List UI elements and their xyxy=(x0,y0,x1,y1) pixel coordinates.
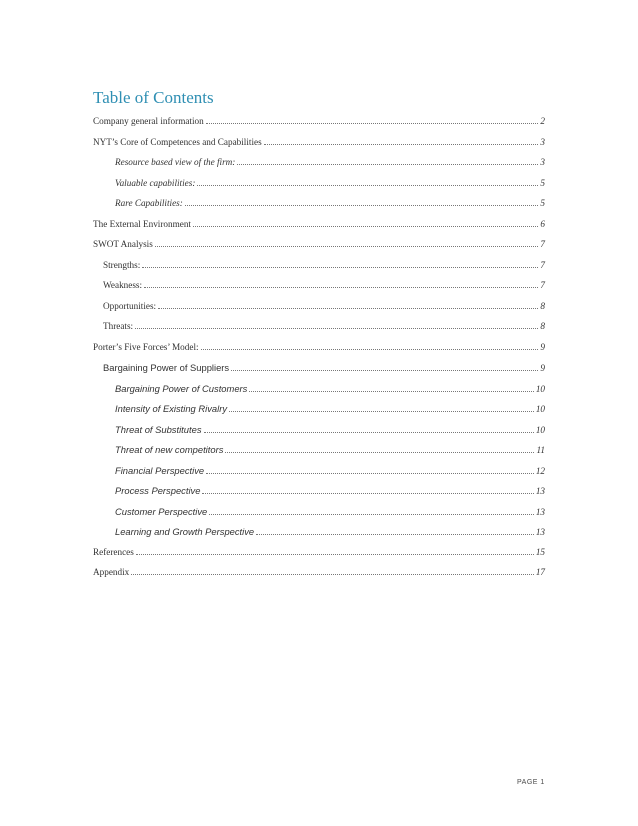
toc-entry-page: 7 xyxy=(540,280,545,290)
dot-leader xyxy=(197,185,538,186)
toc-entry-external-environment[interactable] xyxy=(93,219,545,240)
toc-entry-label: Porter’s Five Forces’ Model: xyxy=(93,341,199,352)
toc-entry-label: References xyxy=(93,546,134,557)
toc-entry-page: 3 xyxy=(540,136,545,147)
dot-leader xyxy=(144,287,538,288)
dot-leader xyxy=(264,144,539,145)
dot-leader xyxy=(193,226,538,227)
table-of-contents xyxy=(93,116,545,588)
toc-entry-page: 8 xyxy=(540,300,545,311)
toc-entry-label: SWOT Analysis xyxy=(93,239,153,249)
toc-entry-page: 13 xyxy=(535,486,545,496)
dot-leader xyxy=(131,574,534,575)
toc-entry-references[interactable] xyxy=(93,547,545,568)
toc-entry-page: 9 xyxy=(540,363,545,373)
dot-leader xyxy=(256,534,534,535)
toc-entry-page: 10 xyxy=(535,404,545,414)
toc-entry-appendix[interactable] xyxy=(93,567,545,588)
toc-entry-page: 15 xyxy=(535,546,545,557)
toc-entry-label: Threat of Substitutes xyxy=(115,423,202,435)
toc-entry-label: Company general information xyxy=(93,116,204,126)
toc-entry-core-competences[interactable] xyxy=(93,137,545,158)
dot-leader xyxy=(185,205,539,206)
toc-entry-page: 6 xyxy=(540,218,545,229)
toc-entry-company-general-information[interactable] xyxy=(93,116,545,137)
toc-entry-weakness[interactable] xyxy=(93,280,545,301)
toc-entry-valuable-capabilities[interactable] xyxy=(93,178,545,199)
dot-leader xyxy=(249,391,533,392)
toc-entry-page: 13 xyxy=(535,506,545,517)
toc-entry-swot-analysis[interactable] xyxy=(93,239,545,260)
toc-entry-label: Opportunities: xyxy=(103,300,157,311)
dot-leader xyxy=(204,432,534,433)
toc-entry-label: Appendix xyxy=(93,567,130,577)
toc-entry-opportunities[interactable] xyxy=(93,301,545,322)
toc-entry-learning-growth-perspective[interactable] xyxy=(93,526,545,547)
toc-entry-label: NYT’s Core of Competences and Capabilities xyxy=(93,136,262,147)
toc-entry-page: 3 xyxy=(540,157,545,167)
toc-entry-page: 10 xyxy=(535,383,545,394)
toc-entry-bargaining-power-customers[interactable] xyxy=(93,383,545,404)
toc-entry-label: Valuable capabilities: xyxy=(115,177,196,188)
toc-entry-strengths[interactable] xyxy=(93,260,545,281)
toc-entry-label: Customer Perspective xyxy=(115,505,208,517)
toc-entry-financial-perspective[interactable] xyxy=(93,465,545,486)
dot-leader xyxy=(237,164,538,165)
toc-entry-threats[interactable] xyxy=(93,321,545,342)
toc-entry-intensity-existing-rivalry[interactable] xyxy=(93,403,545,424)
toc-entry-label: Financial Perspective xyxy=(115,464,205,476)
dot-leader xyxy=(202,493,533,494)
toc-entry-bargaining-power-suppliers[interactable] xyxy=(93,362,545,383)
toc-entry-page: 8 xyxy=(540,321,545,331)
dot-leader xyxy=(142,267,538,268)
toc-entry-page: 5 xyxy=(540,177,545,188)
toc-entry-page: 12 xyxy=(535,465,545,476)
toc-entry-page: 17 xyxy=(535,567,545,577)
dot-leader xyxy=(206,123,539,124)
dot-leader xyxy=(135,328,538,329)
toc-entry-threat-of-substitutes[interactable] xyxy=(93,424,545,445)
toc-entry-label: Learning and Growth Perspective xyxy=(115,526,255,537)
toc-entry-label: Threats: xyxy=(103,321,134,331)
toc-entry-page: 7 xyxy=(540,239,545,249)
toc-entry-page: 7 xyxy=(540,259,545,270)
toc-entry-page: 2 xyxy=(540,116,545,126)
toc-entry-label: Bargaining Power of Customers xyxy=(115,382,248,394)
page-footer: PAGE 1 xyxy=(517,779,545,786)
toc-entry-process-perspective[interactable] xyxy=(93,485,545,506)
toc-entry-page: 5 xyxy=(540,198,545,208)
toc-entry-page: 9 xyxy=(540,341,545,352)
dot-leader xyxy=(209,514,534,515)
toc-entry-page: 13 xyxy=(535,527,545,537)
dot-leader xyxy=(225,452,534,453)
toc-entry-label: Intensity of Existing Rivalry xyxy=(115,403,228,414)
dot-leader xyxy=(206,473,534,474)
dot-leader xyxy=(231,370,538,371)
toc-entry-label: Process Perspective xyxy=(115,485,201,496)
toc-entry-customer-perspective[interactable] xyxy=(93,506,545,527)
toc-entry-resource-based-view[interactable] xyxy=(93,157,545,178)
toc-entry-porters-five-forces[interactable] xyxy=(93,342,545,363)
dot-leader xyxy=(155,246,539,247)
dot-leader xyxy=(201,349,539,350)
dot-leader xyxy=(229,411,534,412)
toc-entry-page: 10 xyxy=(535,424,545,435)
toc-entry-label: Resource based view of the firm: xyxy=(115,157,236,167)
toc-entry-label: Bargaining Power of Suppliers xyxy=(103,362,230,373)
toc-entry-label: Weakness: xyxy=(103,280,143,290)
toc-entry-page: 11 xyxy=(536,445,545,455)
toc-entry-threat-of-new-competitors[interactable] xyxy=(93,444,545,465)
toc-entry-label: The External Environment xyxy=(93,218,191,229)
toc-entry-label: Rare Capabilities: xyxy=(115,198,183,208)
toc-entry-label: Threat of new competitors xyxy=(115,444,224,455)
toc-entry-rare-capabilities[interactable] xyxy=(93,198,545,219)
toc-entry-label: Strengths: xyxy=(103,259,141,270)
toc-title: Table of Contents xyxy=(93,88,214,107)
dot-leader xyxy=(158,308,538,309)
dot-leader xyxy=(136,554,534,555)
